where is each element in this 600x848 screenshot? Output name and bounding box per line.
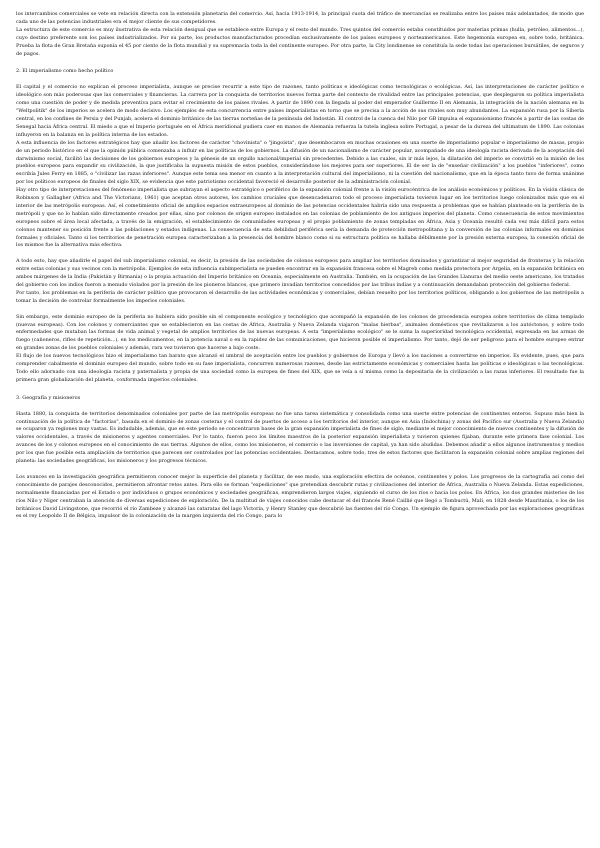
paragraph: Hasta 1880, la conquista de territorios denominados coloniales por parte de las metrópolis europeas no fue una tarea sistemática y consolidada como una suerte entre potencias de continentes enteros. Supuso más bien la continuación de la política de "factorías", basada en el dominio de zonas costeras y el control de puertos de acceso a los territorios del interior, aunque en Asia (Indochina) y zonas del Pacífico sur (Australia y Nueva Zelanda) se ocuparon ya regiones muy vastas. Es indudable, además, que en este periodo se concentraron bases de la gran expansión imperialista de fines de siglo, mediante el mejor conocimiento de nuevos continentes y la difusión de valores occidentales, a través de misioneros y agentes comerciales. Por lo tanto, fueron poco los límites maestros de la posterior expansión imperialista y tuvieron quienes fijaban, durante este primera fase colonial. Los avances de los y colonos europeos en el conocimiento de sus tierras. Algunos de ellos, como los misioneros, el comercio o las inversiones de capital, ya han sido aludidas. Debemos añadir a ellos algunos instrumentos y medios por los que fue posible esta ampliación de territorios que parecen ser controlados por las potencias occidentales. Destacamos, sobre todo, tres de estos factores que facilitaron la expansión colonial sobre amplias regiones del planeta: las sociedades geográficas, los misioneros y los progresos técnicos. <box>16 410 584 465</box>
paragraph: Sin embargo, este dominio europeo de la periferia no hubiera sido posible sin el componente ecológico y tecnológico que acompañó la expansión de los colonos de procedencia europea sobre territorios de clima templado (nuevas europeas). Con los colonos y comerciantes que se establecieron en las costas de África, Australia y Nueva Zelanda viajaron "malas hierbas", animales domésticos que revitalizaron a los autóctonos, y sobre todo enfermedades que mutaban las formas de vida animal y vegetal de amplios territorios de las nuevas europeas. A esta "imperialismo ecológico" se le suma la superioridad tecnológica occidental, expresada en las armas de fuego (cañoneros, rifles de repetición...), en los medicamentos, en la potencia naval o en la rapidez de las comunicaciones, que hicieron posible el imperialismo. Por tanto, dejó de ser peligroso para el hombre europeo entrar en grandes zonas de los pueblos coloniales y además, rara vez tuvieron que hacerse a bajo coste. <box>16 313 584 352</box>
section-heading: 3. Geografía y misioneros <box>16 394 81 401</box>
paragraph: Los avances en la investigación geográfica permitieron conocer mejor la superficie del planeta y facilitar, de ese modo, una exploración efectiva de océanos, continentes y polos. Los progresos de la cartografía así como del conocimiento de parajes desconocidos, permitieron afrontar retos antes. Para ello se forman "expediciones" que pretendían descubrir rutas y civilizaciones del interior de África, Australia o Nueva Zelanda. Estas expediciones, normalmente financiadas por el Estado o por individuos o grupos económicos y sociedades geográficas, emprendieron largos viajes, siguiendo el curso de los ríos o hacia los polos. En África, los dos grandes misterios de los ríos Nilo y Níger centraban la atención de diversas expediciones de exploración. De la multitud de viajes conocidos cabe destacar el del francés René Caillié que llegó a Tombuctú, Malí, en 1828 desde Mauritania, o los de los británicos David Livingstone, que recorrió el río Zambeze y alcanzó las cataratas del lago Victoria, y Henry Stanley que descubrió las fuentes del río Congo. Un ejemplo de figura aprovechada por las exploraciones geográficas es el rey Leopoldo II de Bélgica, impulsor de la colonización de la margen izquierda del río Congo, para lo <box>16 473 584 520</box>
paragraph: El flujo de los nuevos tecnológicos hizo el imperialismo tan barato que alcanzó el umbral de aceptación entre los pueblos y gobiernos de Europa y llevó a los naciones a convertirse en imperios. Es evidente, pues, que para comprender cabalmente el dominio europeo del mundo, sobre todo en su fase imperialista, concurren numerosas razones, desde las estrictamente económicas y comerciales hasta las políticas e ideológicas o las tecnológicas. Todo ello adornado con una ideología racista y paternalista y propia de una sociedad como la europea de fines del XIX, que se veía a sí misma como la depositaria de la civilización a las razas inferiores. El resultado fue la primera gran globalización del planeta, conformada imperios coloniales. <box>16 353 584 383</box>
paragraph: A esta influencia de los factores estratégicos hay que añadir los factores de carácter "chovinista" o "jingoísta", que desembocaron en muchas ocasiones en una suerte de imperialismo popular e imperialismo de masas, propio de un periodo histórico en el que la opinión pública comenzaba a influir en las políticas de los gobiernos. La difusión de un nacionalismo de carácter popular, acompañado de una ideología racista derivada de la aceptación del darwinismo social, facilitó las decisiones de los gobiernos europeos y la génesis de un orgullo nacional/imperial sin precedentes. Debido a las cuales, sin ir más lejos, la dilatación del imperio se convirtió en la misión de los pueblos europeos para expandir su civilización, la que justificaba la supuesta misión de estos pueblos, considerándose los mejores para ser superiores. El de ser la de "enseñar civilización" a los pueblos "inferiores", como escribía Jules Ferry en 1885, o "civilizar las razas inferiores". Aunque este tema sea menor en cuanto a la interpretación cultural del imperialismo, ni la cuestión del nacionalismo, que en la época tanto tuvo de forma unánime por los políticos europeos de finales del siglo XIX, se evidencia que este patriotismo occidental favoreció el desarrollo posterior de la administración colonial. <box>16 139 584 186</box>
paragraph: Hay otro tipo de interpretaciones del fenómeno imperialista que subrayan el aspecto estratégico o periférico de la expansión colonial frente a la visión eurocéntrica de los análisis económicos y políticos. En la visión clásica de Robinson y Gallagher (Africa and The Victorians, 1961) que aceptan otros autores, los cambios cruciales que desencadenaron todo el proceso imperialista tuvieron lugar en los territorios luego colonizados más que en el interior de las metrópolis europeas. Así, el cometimiento oficial de amplios espacios extraeuropeos al dominio de las potencias occidentales habría sido una respuesta a problemas que se habían planteado en la periferia de la metrópoli y que no lo habían sido directamente creados por ellas, sino por colonos de origen europeo instalados en las colonias de poblamiento de los antiguos imperios del planeta. Como consecuencia de estos movimientos europeos sobre el área local afectada, a través de la emigración, el establecimiento de comunidades europeas y el propio poblamiento de zonas templadas en África, Asia y Oceanía resultó cada vez más difícil para estos colonos mantener su posición frente a las poblaciones y estados indígenas. La consecuencia de esta debilidad periférica sería la demanda de protección metropolitana y la conversión de las colonias informales en dominios formales y oficiales. Tanto si los territorios de penetración europea caracterizaban a la presencia del hombre blanco como si su estructura política se hallaba débilmente por la presión externa europea, la conexión oficial de los mismos fue la alternativa más efectiva. <box>16 187 584 249</box>
paragraph: La estructura de este comercio es muy ilustrativa de esta relación desigual que se establece entre Europa y el resto del mundo. Tres quintos del comercio estaba constituidos por materias primas (hulla, petróleo, alimentos...), cuyo destino preferente son los países industrializados. Por su parte, los productos manufacturados procedían exclusivamente de los países europeos y norteamericanos. Este hegemonía europea en, sobre todo, británica. Prueba la flota de Gran Bretaña suponía el 45 por ciento de la flota mundial y su supremacía toda la del continente europeo. Por otra parte, la City londinense se constituía la sede todas las operaciones bursátiles, de seguros y de pagos. <box>16 26 584 57</box>
paragraph: Por tanto, los problemas en la periferia de carácter político que provocaron el desarrollo de las actividades económicas y comerciales, debían resuelto por los territorios políticos, obligando a los gobiernos de las metrópolis a tomar la decisión de controlar formalmente los imperios coloniales. <box>16 289 584 304</box>
paragraph: A todo esto, hay que añadirle el papel del sub imperialismo colonial, es decir, la presión de las sociedades de colonos europeos para ampliar los territorios dominados y garantizar al mejor seguridad de fronteras y la relación entre estas colonias y sus vecinos con la metrópolis. Ejemplos de esta influencia subimperialista se pueden encontrar en la expansión francesa sobre el Magreb como medida protectora por Argelia, en la expansión británica en ambos márgenes de la India (Pakistán y Birmania) o la propia actuación del Imperio británico en Oceanía, especialmente en Australia. También, en la ocupación de las Grandes Llanuras del medio oeste americano, los tratados del gobierno con los indios fueron a menudo violados por la presión de los pioneros blancos, que primero invadían territorios concedidos por las tribus indias y a continuación demandaban protección del gobierno federal. <box>16 258 584 288</box>
section-heading: 2. El imperialismo como hecho político <box>16 68 114 75</box>
paragraph: El capital y el comercio no explican el proceso imperialista, aunque se precise recurrir a este tipo de razones, tanto políticas e ideológicas como tecnológicas o ecológicas. Así, las interpretaciones de carácter político e ideológico son más poderosas que las comerciales y financieras. La carrera por la conquista de territorios nuevos forma parte del contexto de rivalidad entre las principales potencias, que desplegaron su política imperialista como una cuestión de poder y de medida preventiva para evitar el crecimiento de los países rivales. A partir de 1890 con la llegada al poder del emperador Guillermo II en Alemania, la integración de la nación alemana en la "Weltpolitik" de los imperios se acelera de modo decisivo. Los ejemplos de esta concurrencia entre países imperialistas en torno que se precisa a la acción de sus rivales son muy abundantes. La expansión rusa por la Siberia central, en los confines de Persia y del Punjab, acelera el dominio británico de las tierras norteñas de la península del Indostán. El control de la cuenca del Nilo por GB impulsa el expansionismo francés a partir de las costas de Senegal hacia África central. El miedo a que el Imperio portugués en el África meridional pudiera caer en manos de Alemania refuerza la tutela inglesa sobre Portugal, a pesar de la dureza del ultimatum de 1890. Las colonias influyeron en la balanza en la política interna de los estados. <box>16 84 585 138</box>
paragraph: los intercambios comerciales se vete en relación directa con la extensión planetaria del comercio. Así, hacia 1913-1914, la principal cuota del tráfico de mercancías se realizaba entre los países más adelantados, de modo que cada uno de las potencias industriales era el mejor cliente de sus competidores. <box>16 11 584 25</box>
